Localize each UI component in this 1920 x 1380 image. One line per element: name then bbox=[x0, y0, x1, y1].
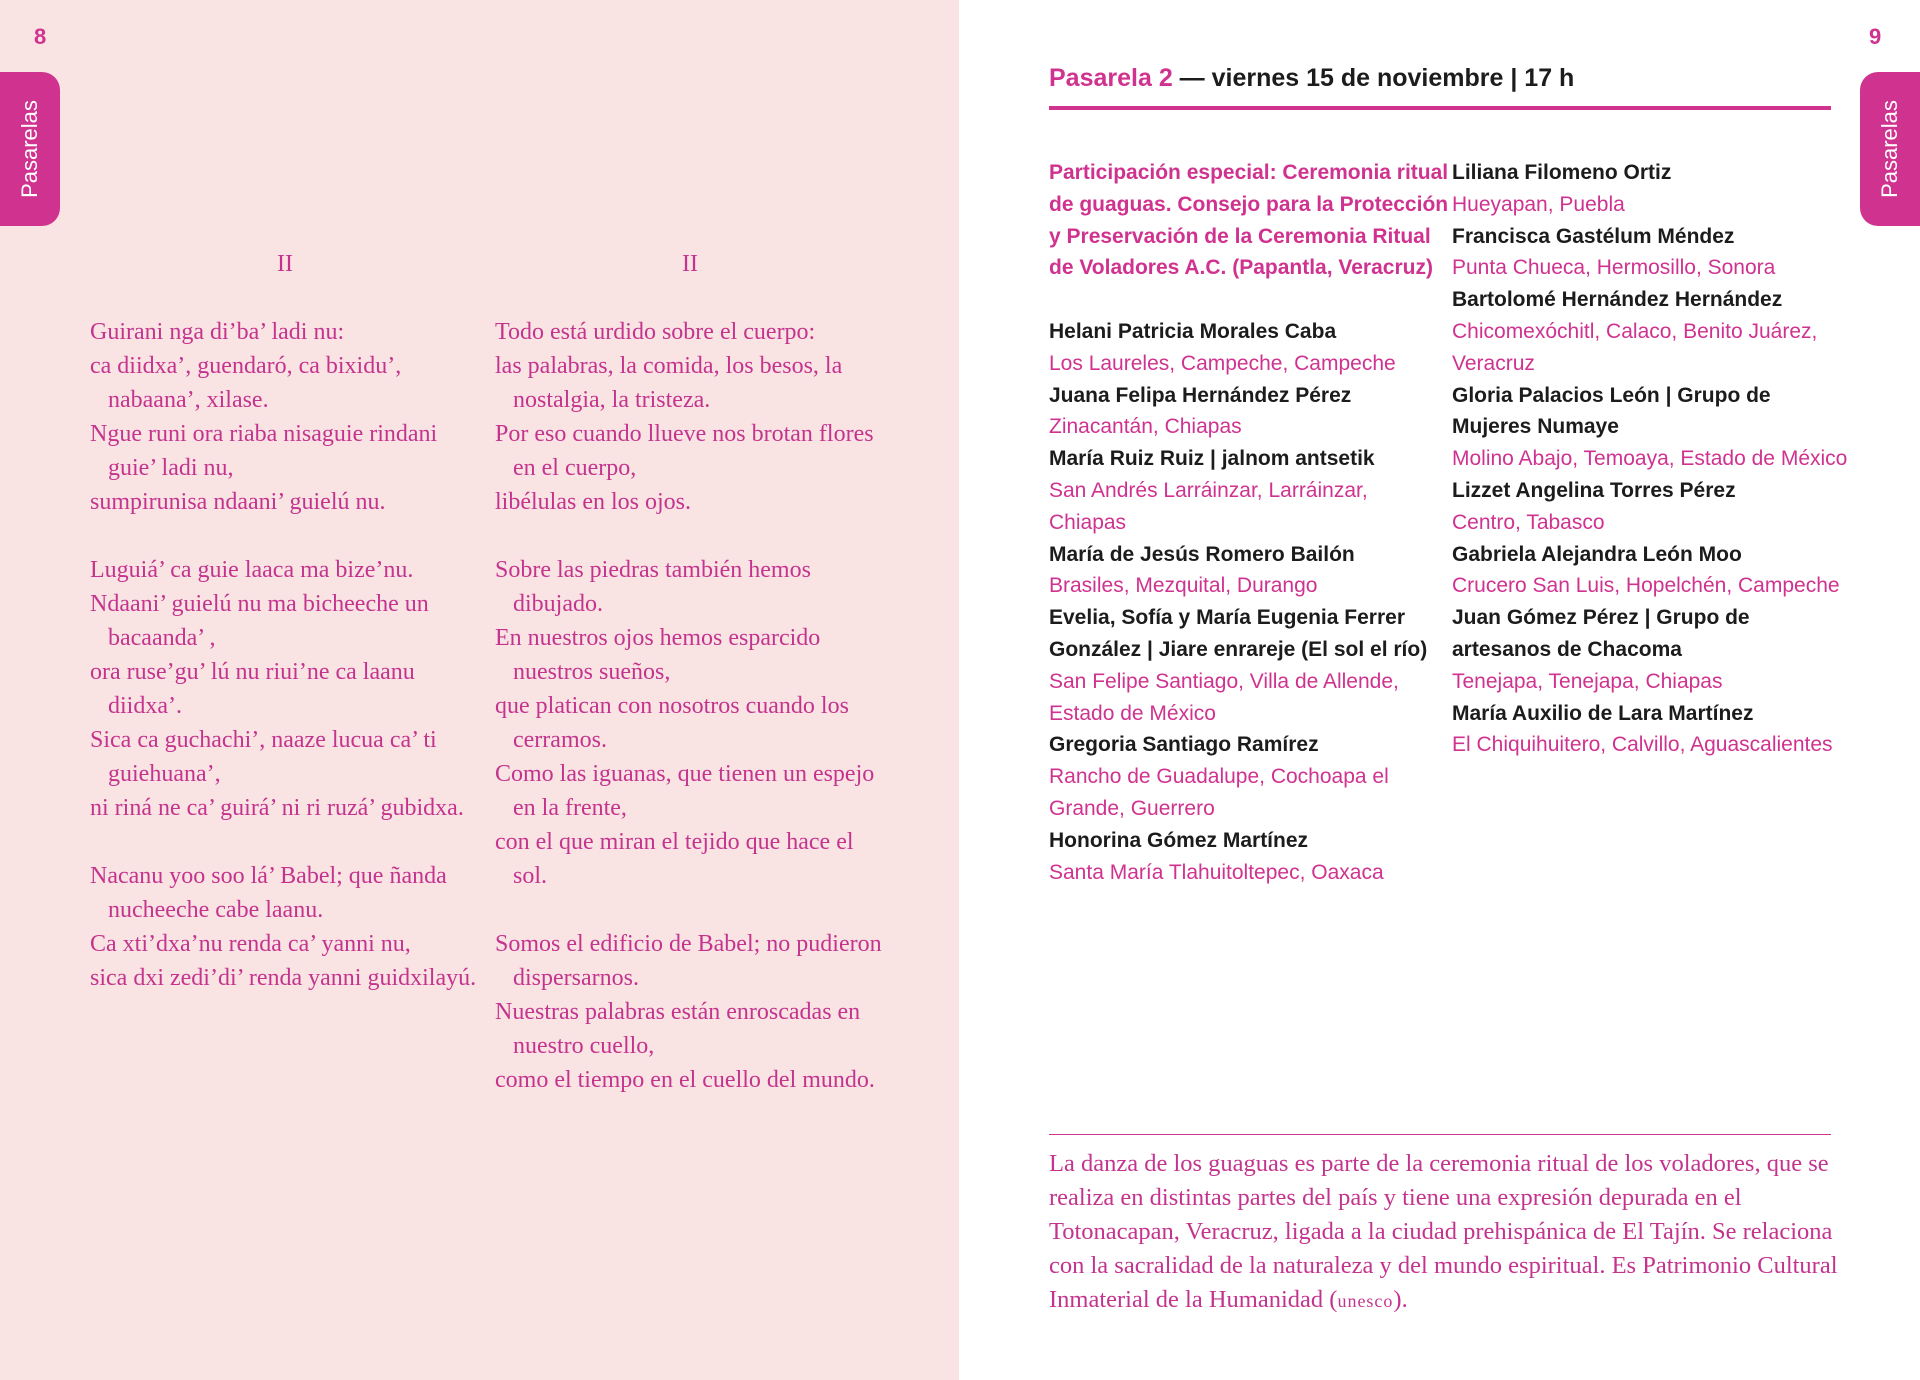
participant-name: Francisca Gastélum Méndez bbox=[1452, 224, 1735, 248]
participant-place: Centro, Tabasco bbox=[1452, 510, 1605, 534]
participant-name: Lizzet Angelina Torres Pérez bbox=[1452, 478, 1736, 502]
participant-name: Juana Felipa Hernández Pérez bbox=[1049, 383, 1352, 407]
section-tab-left bbox=[0, 72, 60, 226]
section-tab-label: Pasarelas bbox=[1877, 100, 1902, 198]
participant-place: Zinacantán, Chiapas bbox=[1049, 415, 1242, 439]
participant-place: San Andrés Larráinzar, Larráinzar, Chiapas bbox=[1049, 478, 1368, 534]
page-title bbox=[1049, 64, 1574, 93]
participant-name: Bartolomé Hernández Hernández bbox=[1452, 288, 1783, 312]
participant-entry bbox=[1452, 157, 1852, 221]
participant-place: Brasiles, Mezquital, Durango bbox=[1049, 574, 1318, 598]
participant-place: Molino Abajo, Temoaya, Estado de México bbox=[1452, 447, 1848, 471]
participant-entry bbox=[1049, 443, 1449, 538]
participant-entry bbox=[1049, 602, 1449, 729]
poem-line: sumpirunisa ndaani’ guielú nu. bbox=[90, 489, 386, 515]
participant-name: Honorina Gómez Martínez bbox=[1049, 828, 1309, 852]
participant-entry bbox=[1452, 602, 1852, 697]
poem-line: Todo está urdido sobre el cuerpo: bbox=[495, 319, 816, 345]
poem-line: Nacanu yoo soo lá’ Babel; que ñanda nucheeche cabe laanu. bbox=[90, 863, 447, 923]
participant-entry bbox=[1452, 698, 1852, 762]
poem-stanza bbox=[495, 927, 885, 1097]
footnote-divider bbox=[1049, 1134, 1831, 1135]
footnote bbox=[1049, 1147, 1839, 1318]
participant-place: Chicomexóchitl, Calaco, Benito Juárez, Veracruz bbox=[1452, 319, 1818, 375]
page-title-accent: Pasarela 2 bbox=[1049, 64, 1173, 92]
poem-line: como el tiempo en el cuello del mundo. bbox=[495, 1067, 875, 1093]
participant-name: María Auxilio de Lara Martínez bbox=[1452, 701, 1754, 725]
page-number-left: 8 bbox=[34, 24, 47, 49]
poem-spanish bbox=[495, 247, 885, 1131]
participant-name: María Ruiz Ruiz | jalnom antsetik bbox=[1049, 447, 1375, 471]
page-number-right: 9 bbox=[1869, 24, 1882, 49]
participant-entry bbox=[1049, 539, 1449, 603]
footnote-org: unesco bbox=[1337, 1291, 1394, 1311]
participant-place: Rancho de Guadalupe, Cochoapa el Grande, Guerrero bbox=[1049, 765, 1389, 820]
poem-line: que platican con nosotros cuando los cerramos. bbox=[495, 693, 849, 753]
poem-line: Ca xti’dxa’nu renda ca’ yanni nu, bbox=[90, 931, 411, 957]
participant-name: Evelia, Sofía y María Eugenia Ferrer González | Jiare enrareje (El sol el río) bbox=[1049, 606, 1428, 661]
participant-entry bbox=[1452, 539, 1852, 603]
page-title-date: — viernes 15 de noviembre | 17 h bbox=[1172, 64, 1575, 92]
poem-line: Sobre las piedras también hemos dibujado. bbox=[495, 557, 811, 617]
poem-line: Luguiá’ ca guie laaca ma bize’nu. bbox=[90, 557, 414, 583]
poem-numeral: II bbox=[277, 251, 293, 277]
poem-stanza bbox=[90, 859, 480, 995]
participant-place: El Chiquihuitero, Calvillo, Aguascalientes bbox=[1452, 733, 1833, 757]
participant-place: San Felipe Santiago, Villa de Allende, Estado de México bbox=[1049, 669, 1399, 725]
poem-stanza bbox=[90, 553, 480, 825]
poem-stanza bbox=[495, 315, 885, 519]
participant-name: Gregoria Santiago Ramírez bbox=[1049, 733, 1319, 757]
participant-entry bbox=[1049, 729, 1449, 824]
footnote-text: La danza de los guaguas es parte de la ceremonia ritual de los voladores, que se realiza en distintas partes del país y tiene una expresión depurada en el Totonacapan, Veracruz, ligada a la ciudad prehispánica de El Tajín. Se relaciona con la sacralidad de la naturaleza y del mundo espiritual. Es Patrimonio Cultural Inmaterial de la Humanidad ( bbox=[1049, 1150, 1838, 1313]
participant-place: Tenejapa, Tenejapa, Chiapas bbox=[1452, 669, 1723, 693]
poem-line: Ngue runi ora riaba nisaguie rindani guie’ ladi nu, bbox=[90, 421, 438, 481]
participant-place: Hueyapan, Puebla bbox=[1452, 192, 1625, 216]
poem-line: En nuestros ojos hemos esparcido nuestros sueños, bbox=[495, 625, 821, 685]
participant-entry bbox=[1452, 284, 1852, 379]
poem-line: Ndaani’ guielú nu ma bicheeche un bacaanda’ , bbox=[90, 591, 429, 651]
participant-entry bbox=[1452, 221, 1852, 285]
poem-line: Nuestras palabras están enroscadas en nuestro cuello, bbox=[495, 999, 861, 1059]
participant-entry bbox=[1049, 825, 1449, 889]
poem-line: Guirani nga di’ba’ ladi nu: bbox=[90, 319, 345, 345]
participants-column-2 bbox=[1452, 157, 1852, 761]
participant-name: Gloria Palacios León | Grupo de Mujeres Numaye bbox=[1452, 383, 1771, 439]
participant-entry bbox=[1452, 475, 1852, 539]
poem-line: con el que miran el tejido que hace el sol. bbox=[495, 829, 854, 889]
poem-line: las palabras, la comida, los besos, la nostalgia, la tristeza. bbox=[495, 353, 843, 413]
poem-numeral: II bbox=[682, 251, 698, 277]
poem-line: sica dxi zedi’di’ renda yanni guidxilayú. bbox=[90, 965, 477, 991]
footnote-end: ). bbox=[1393, 1286, 1408, 1313]
participant-place: Crucero San Luis, Hopelchén, Campeche bbox=[1452, 574, 1840, 598]
participant-entry bbox=[1049, 380, 1449, 444]
special-participation: Participación especial: Ceremonia ritual de guaguas. Consejo para la Protección y Preservación de la Ceremonia Ritual de Voladores A.C. (Papantla, Veracruz) bbox=[1049, 161, 1449, 280]
poem-stanza bbox=[90, 315, 480, 519]
section-tab-right bbox=[1860, 72, 1920, 226]
participant-name: María de Jesús Romero Bailón bbox=[1049, 542, 1355, 566]
poem-line: Sica ca guchachi’, naaze lucua ca’ ti guiehuana’, bbox=[90, 727, 437, 787]
participant-name: Helani Patricia Morales Caba bbox=[1049, 319, 1337, 343]
poem-line: ca diidxa’, guendaró, ca bixidu’, nabaana’, xilase. bbox=[90, 353, 402, 413]
participant-entry bbox=[1049, 316, 1449, 380]
participant-place: Los Laureles, Campeche, Campeche bbox=[1049, 351, 1396, 375]
participant-name: Juan Gómez Pérez | Grupo de artesanos de Chacoma bbox=[1452, 606, 1750, 661]
poem-stanza bbox=[495, 553, 885, 893]
poem-line: libélulas en los ojos. bbox=[495, 489, 691, 515]
participant-name: Gabriela Alejandra León Moo bbox=[1452, 542, 1742, 566]
poem-line: ni riná ne ca’ guirá’ ni ri ruzá’ gubidxa. bbox=[90, 795, 464, 821]
participant-place: Santa María Tlahuitoltepec, Oaxaca bbox=[1049, 860, 1384, 884]
participant-entry bbox=[1452, 380, 1852, 475]
participants-column-1 bbox=[1049, 157, 1449, 888]
participant-place: Punta Chueca, Hermosillo, Sonora bbox=[1452, 256, 1776, 280]
poem-line: Por eso cuando llueve nos brotan flores en el cuerpo, bbox=[495, 421, 874, 481]
participant-name: Liliana Filomeno Ortiz bbox=[1452, 161, 1672, 184]
poem-line: Somos el edificio de Babel; no pudieron dispersarnos. bbox=[495, 931, 882, 991]
header-divider bbox=[1049, 106, 1831, 110]
poem-line: Como las iguanas, que tienen un espejo en la frente, bbox=[495, 761, 875, 821]
section-tab-label: Pasarelas bbox=[17, 100, 42, 198]
poem-line: ora ruse’gu’ lú nu riui’ne ca laanu diidxa’. bbox=[90, 659, 415, 719]
poem-zapotec bbox=[90, 247, 480, 1029]
